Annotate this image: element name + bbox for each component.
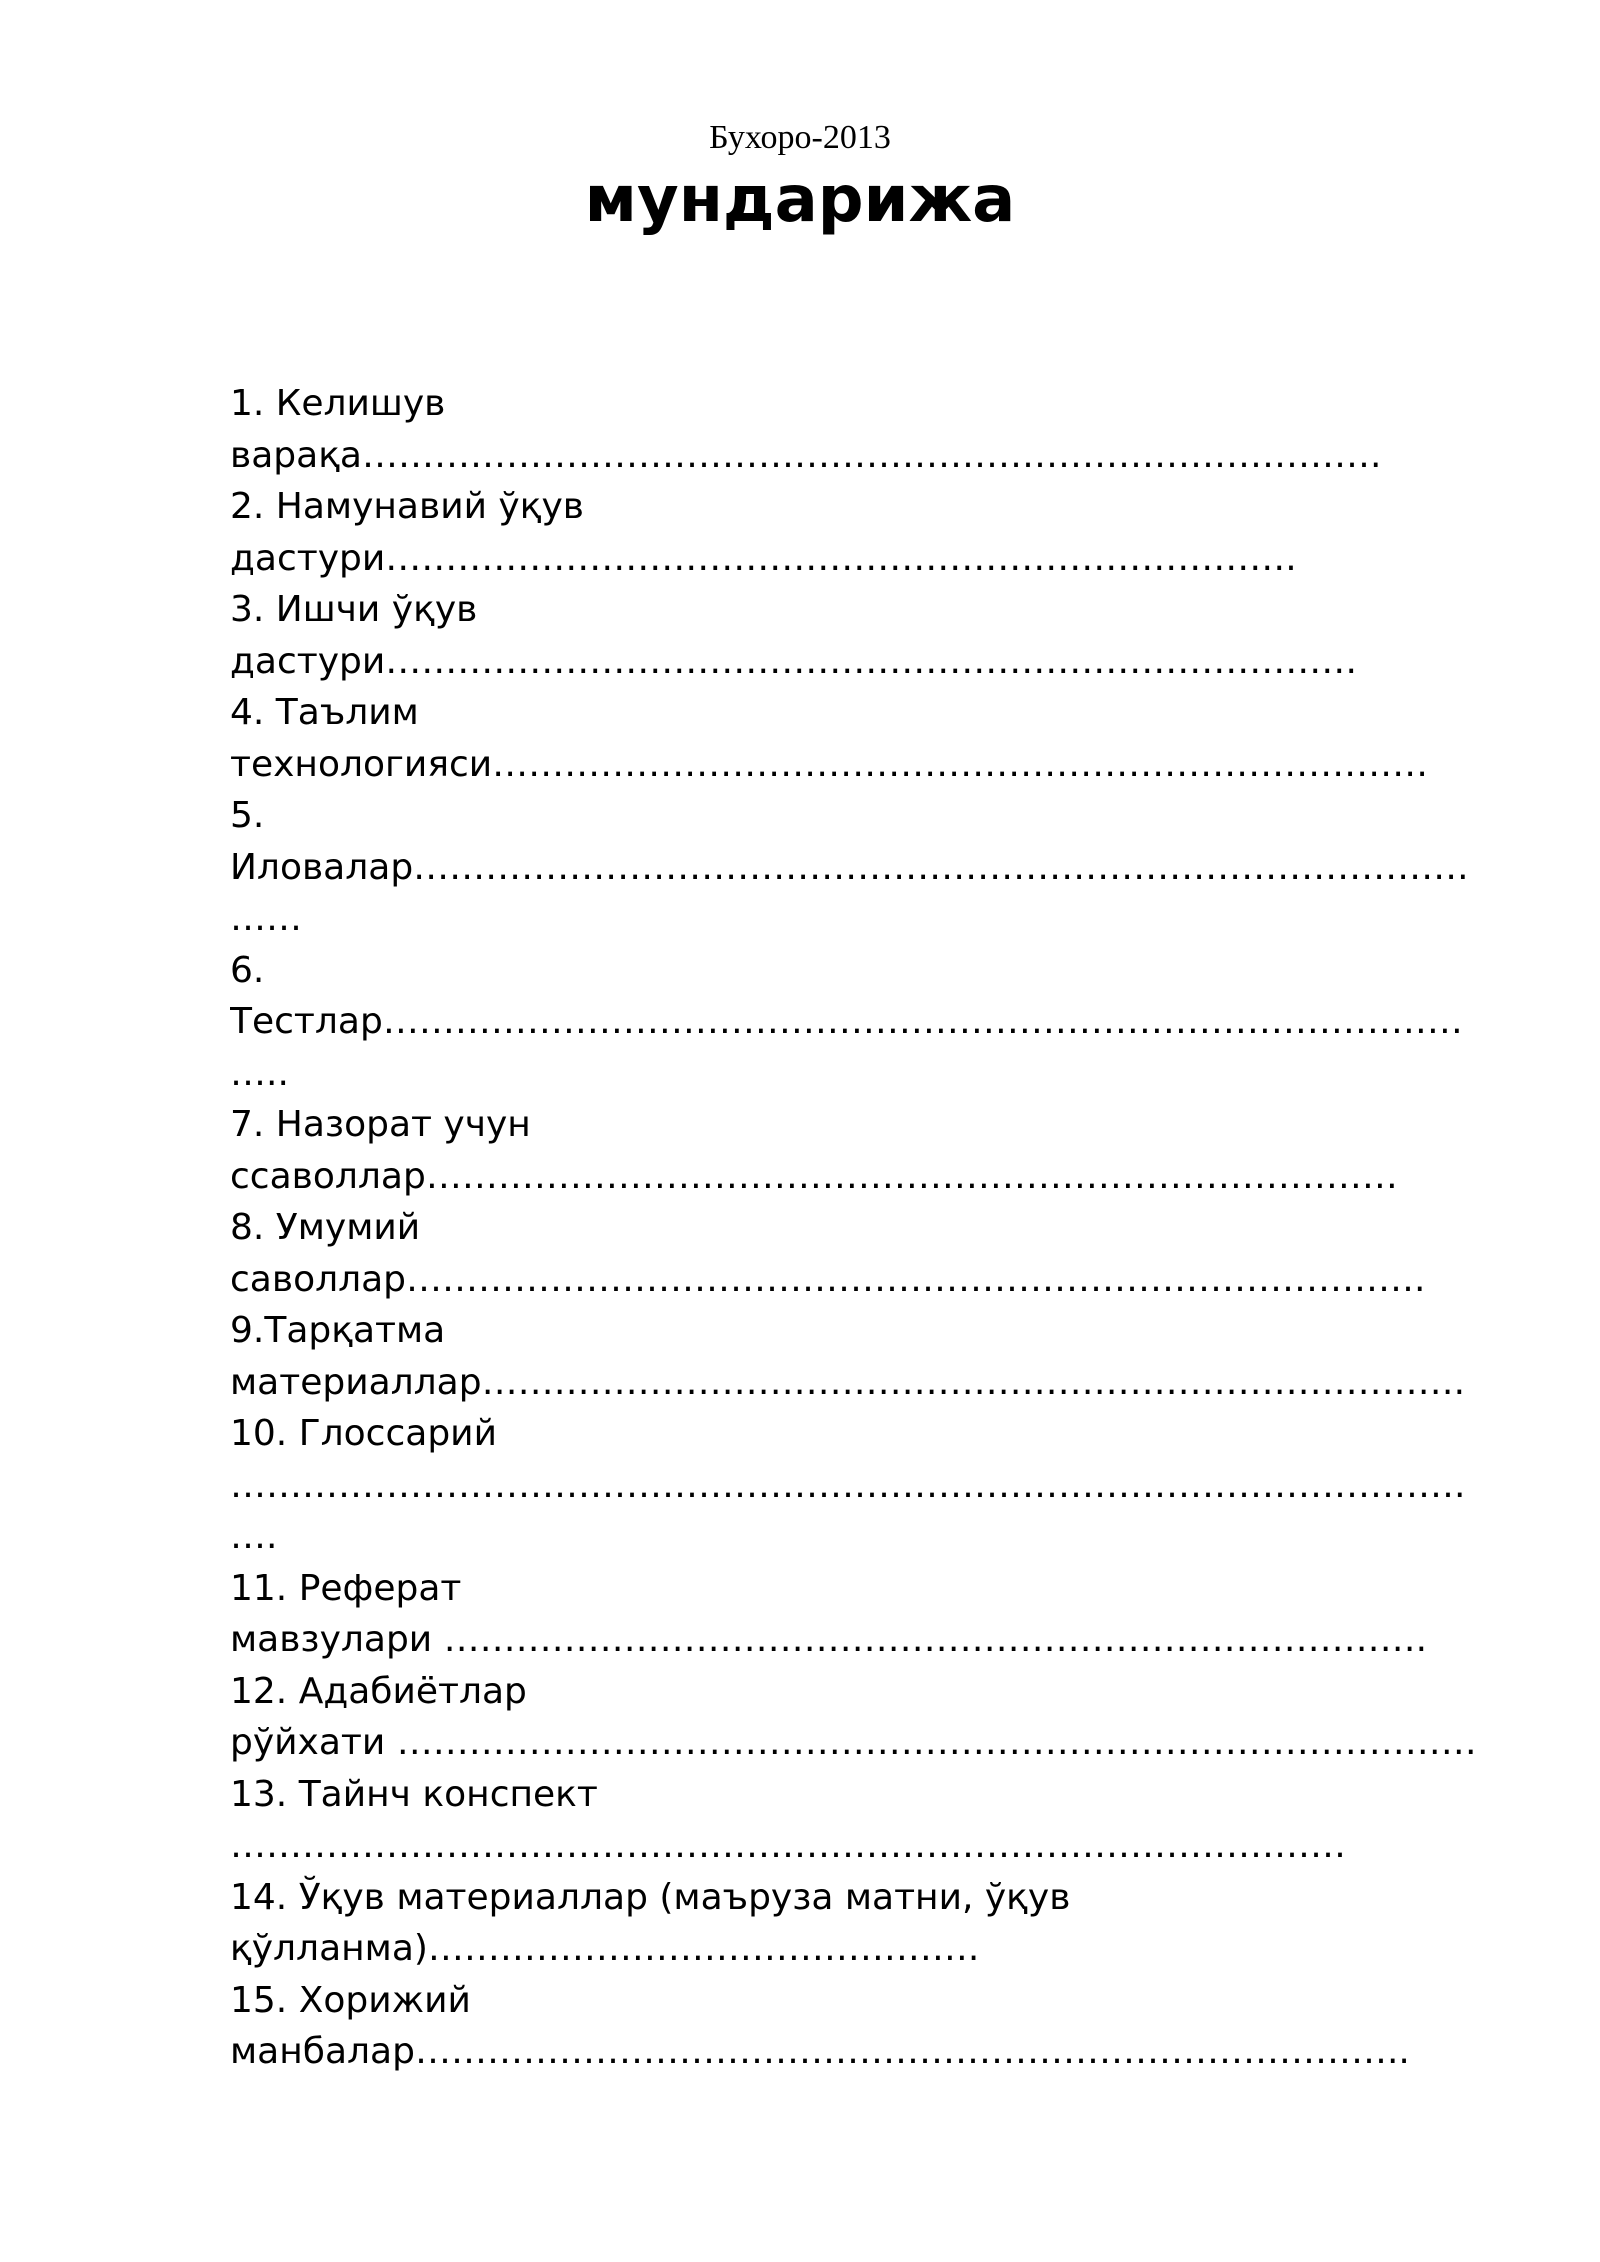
toc-line: 8. Умумий xyxy=(230,1207,421,1248)
toc-line: ….. xyxy=(230,1052,289,1094)
toc-line: 12. Адабиётлар xyxy=(230,1670,527,1712)
toc-line: варақа…………………………………………………………………………. xyxy=(230,434,1382,476)
toc-line: дастури…………………………………………………………………. xyxy=(230,537,1297,579)
toc-line: материаллар………………………………………………………………………. xyxy=(230,1361,1466,1403)
toc-line: 4. Таълим xyxy=(230,692,419,733)
toc-line: мавзулари ………………………………………………………………………. xyxy=(230,1619,1428,1660)
toc-line: ………………………………………………………………………………… xyxy=(230,1825,1346,1866)
toc-line: технологияси…………………………………………………………………… xyxy=(230,743,1429,785)
toc-line: Иловалар……………………………………………………………………………. xyxy=(230,846,1469,888)
toc-line: 1. Келишув xyxy=(230,383,446,424)
toc-line: рўйхати ……………………………………………………………………………… xyxy=(230,1722,1477,1763)
toc-line: 2. Намунавий ўқув xyxy=(230,486,585,527)
toc-line: 14. Ўқув материаллар (маъруза матни, ўқув xyxy=(230,1876,1071,1918)
toc-line: 5. xyxy=(230,795,265,836)
toc-line: 13. Тайнч конспект xyxy=(230,1773,598,1815)
toc-line: қўлланма)………………………………………. xyxy=(230,1928,980,1969)
toc-line: …………………………………………………………………………………………. xyxy=(230,1464,1466,1506)
page-title: мундарижа xyxy=(584,163,1016,237)
toc-line: 7. Назорат учун xyxy=(230,1104,531,1145)
toc-line: дастури……………………………………………………………………… xyxy=(230,640,1358,682)
toc-line: 6. xyxy=(230,949,265,991)
toc-line: …… xyxy=(230,898,302,939)
toc-line: 15. Хорижий xyxy=(230,1979,471,2021)
toc-line: Тестлар……………………………………………………………………………… xyxy=(230,1001,1463,1042)
toc-line: саволлар…………………………………………………………………………. xyxy=(230,1258,1426,1300)
toc-line: 11. Реферат xyxy=(230,1567,462,1609)
toc-line: 10. Глоссарий xyxy=(230,1413,497,1454)
table-of-contents xyxy=(230,378,1490,2078)
toc-line: 3. Ишчи ўқув xyxy=(230,589,478,630)
toc-line: манбалар……………………………………………………………………….. xyxy=(230,2031,1410,2072)
city-year-line: Бухоро-2013 xyxy=(709,119,891,156)
toc-line: …. xyxy=(230,1516,278,1557)
toc-line: ссаволлар……………………………………………………………………… xyxy=(230,1155,1398,1197)
toc-line: 9.Тарқатма xyxy=(230,1310,446,1351)
